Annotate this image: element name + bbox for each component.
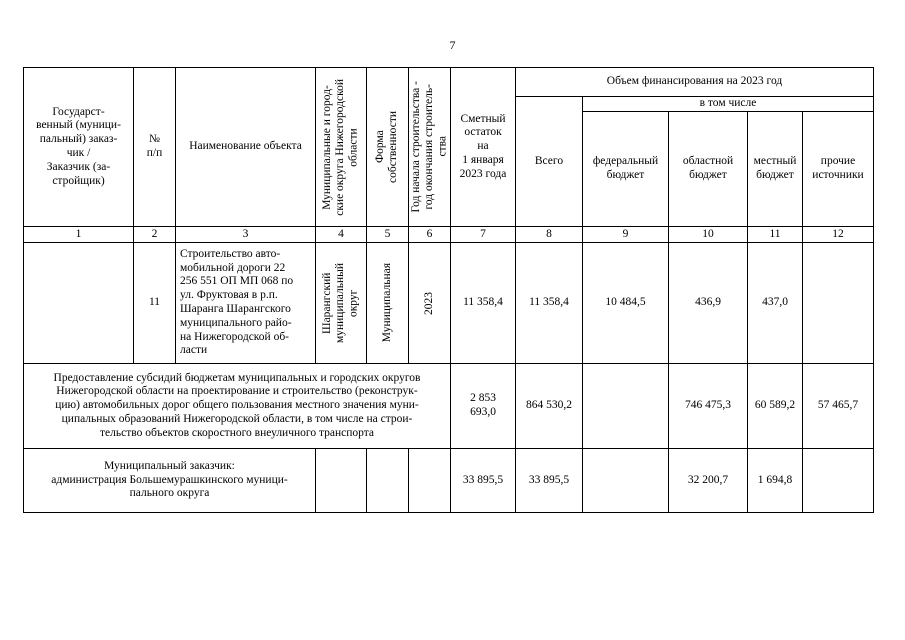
header-object-name: Наименование объекта bbox=[176, 68, 316, 227]
column-number-row bbox=[24, 227, 874, 243]
row1-years bbox=[409, 243, 451, 364]
row1-customer bbox=[24, 243, 134, 364]
column-number: 8 bbox=[516, 227, 583, 243]
header-financing-title: Объем финансирования на 2023 год bbox=[516, 68, 874, 97]
row2-regional: 746 475,3 bbox=[669, 364, 748, 449]
row3-regional: 32 200,7 bbox=[669, 449, 748, 513]
header-row-1 bbox=[24, 68, 874, 97]
column-number: 10 bbox=[669, 227, 748, 243]
row2-balance: 2 853 693,0 bbox=[451, 364, 516, 449]
header-balance: Сметный остаток на 1 января 2023 года bbox=[451, 68, 516, 227]
column-number: 11 bbox=[748, 227, 803, 243]
row2-other: 57 465,7 bbox=[803, 364, 874, 449]
row1-other bbox=[803, 243, 874, 364]
row1-balance: 11 358,4 bbox=[451, 243, 516, 364]
page-number: 7 bbox=[449, 38, 456, 52]
row3-client: Муниципальный заказчик: администрация Большемурашкинского муници- пального округа bbox=[24, 449, 316, 513]
row1-district-text: Шарангский муниципальный округ bbox=[321, 262, 360, 344]
column-number: 7 bbox=[451, 227, 516, 243]
row1-regional: 436,9 bbox=[669, 243, 748, 364]
row1-total: 11 358,4 bbox=[516, 243, 583, 364]
row3-other bbox=[803, 449, 874, 513]
header-district-text: Муниципальные и город- ские округа Нижегородской области bbox=[321, 78, 360, 216]
row3-empty-ownership bbox=[367, 449, 409, 513]
table-row-client bbox=[24, 449, 874, 513]
column-number: 3 bbox=[176, 227, 316, 243]
column-number: 1 bbox=[24, 227, 134, 243]
column-number: 6 bbox=[409, 227, 451, 243]
row1-years-text: 2023 bbox=[422, 291, 435, 315]
row2-local: 60 589,2 bbox=[748, 364, 803, 449]
header-local: местный бюджет bbox=[748, 112, 803, 227]
header-ownership-text: Форма собственности bbox=[374, 111, 400, 183]
column-number: 2 bbox=[134, 227, 176, 243]
row1-local: 437,0 bbox=[748, 243, 803, 364]
header-federal: федеральный бюджет bbox=[583, 112, 669, 227]
row1-number: 11 bbox=[134, 243, 176, 364]
header-total: Всего bbox=[516, 97, 583, 227]
header-ownership bbox=[367, 68, 409, 227]
row2-total: 864 530,2 bbox=[516, 364, 583, 449]
row1-object-name: Строительство авто- мобильной дороги 22 256 551 ОП МП 068 по ул. Фруктовая в р.п. Шаранга Шарангского муниципального райо- на Нижегородской об- ласти bbox=[176, 243, 316, 364]
column-number: 5 bbox=[367, 227, 409, 243]
header-including: в том числе bbox=[583, 97, 874, 112]
header-other: прочие источники bbox=[803, 112, 874, 227]
row3-empty-district bbox=[316, 449, 367, 513]
row2-description: Предоставление субсидий бюджетам муниципальных и городских округов Нижегородской области на проектирование и строительство (реконструк- цию) автомобильных дорог общего пользования местного значения муни- ципальных образований Нижегородской области, в том числе на строи- тельство объектов скоростного внеуличного транспорта bbox=[24, 364, 451, 449]
table-row-object bbox=[24, 243, 874, 364]
row1-ownership-text: Муниципальная bbox=[380, 263, 393, 343]
column-number: 9 bbox=[583, 227, 669, 243]
header-years bbox=[409, 68, 451, 227]
row3-total: 33 895,5 bbox=[516, 449, 583, 513]
row3-empty-years bbox=[409, 449, 451, 513]
financing-table bbox=[23, 67, 874, 513]
header-regional: областной бюджет bbox=[669, 112, 748, 227]
header-district bbox=[316, 68, 367, 227]
row1-ownership bbox=[367, 243, 409, 364]
row3-local: 1 694,8 bbox=[748, 449, 803, 513]
row3-balance: 33 895,5 bbox=[451, 449, 516, 513]
row1-district bbox=[316, 243, 367, 364]
header-number: № п/п bbox=[134, 68, 176, 227]
table-row-subsidies bbox=[24, 364, 874, 449]
row1-federal: 10 484,5 bbox=[583, 243, 669, 364]
header-customer: Государст- венный (муници- пальный) заказ- чик / Заказчик (за- стройщик) bbox=[24, 68, 134, 227]
row3-federal bbox=[583, 449, 669, 513]
header-years-text: Год начала строительства - год окончания строитель- ства bbox=[409, 81, 449, 213]
row2-federal bbox=[583, 364, 669, 449]
column-number: 4 bbox=[316, 227, 367, 243]
column-number: 12 bbox=[803, 227, 874, 243]
